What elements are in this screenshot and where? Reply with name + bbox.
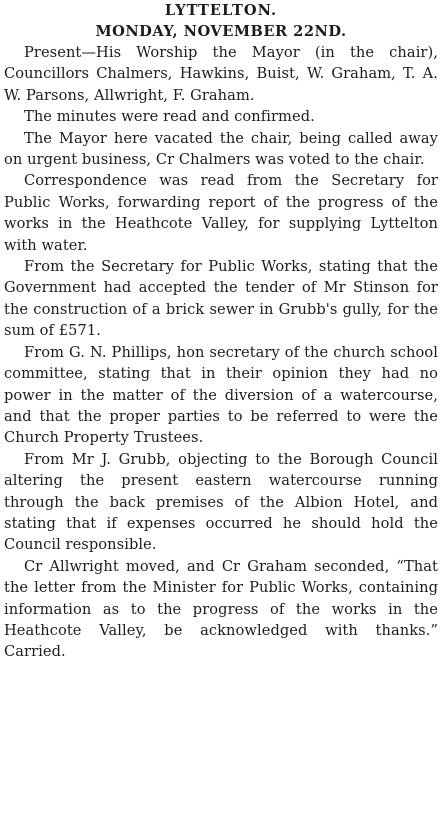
meeting-date: MONDAY, NOVEMBER 22ND. [95,23,347,40]
paragraph-public-works: From the Secretary for Public Works, stating that the Government had accepted the tender of Mr Stinson for the construction of a brick sewer in Grubb's gully, for the sum of £571. [4,258,438,340]
paragraph-grubb: From Mr J. Grubb, objecting to the Borough Council altering the present eastern watercourse running through the back premises of the Albion Hotel, and stating that if expenses occurred he should hold the Council responsible. [4,450,438,554]
paragraph-chair: The Mayor here vacated the chair, being called away on urgent business, Cr Chalmers was voted to the chair. [4,129,438,169]
article-heading: LYTTELTON. [164,2,278,19]
paragraph-attendance: Present—His Worship the Mayor (in the chair), Councillors Chalmers, Hawkins, Buist, W. Graham, T. A. W. Parsons, Allwright, F. Graham. [4,44,438,104]
paragraph-motion: Cr Allwright moved, and Cr Graham seconded, “That the letter from the Minister for Public Works, containing information as to the progress of the works in the Heathcote Valley, be acknowledged with thanks.” Carried. [4,557,438,661]
paragraph-phillips: From G. N. Phillips, hon secretary of the church school committee, stating that in their opinion they had no power in the matter of the diversion of a watercourse, and that the proper parties to be referred to were the Church Property Trustees. [4,343,438,447]
paragraph-correspondence: Correspondence was read from the Secretary for Public Works, forwarding report of the progress of the works in the Heathcote Valley, for supplying Lyttelton with water. [4,172,438,254]
paragraph-minutes: The minutes were read and confirmed. [24,108,315,126]
